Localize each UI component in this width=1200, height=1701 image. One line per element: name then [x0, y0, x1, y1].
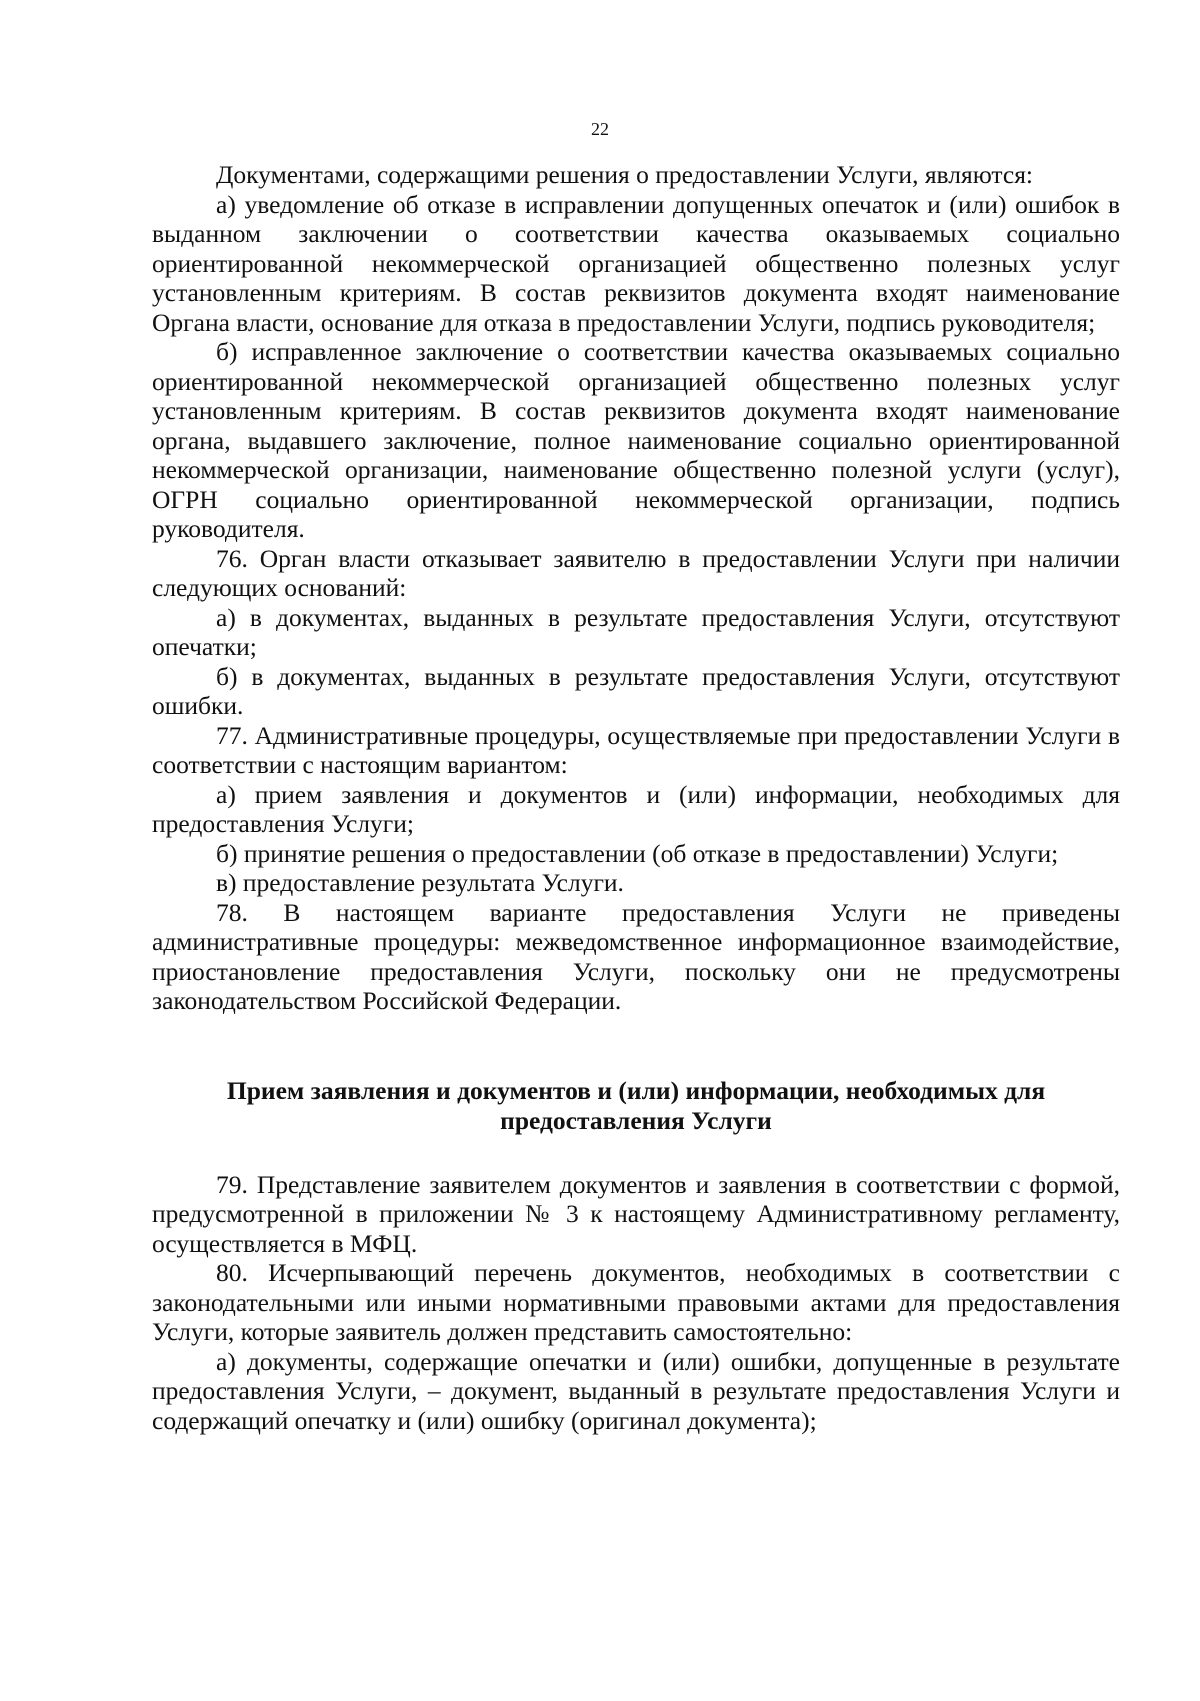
paragraph-77-item-a: а) прием заявления и документов и (или) информации, необходимых для предоставления Услуги;	[152, 779, 1120, 838]
paragraph-76: 76. Орган власти отказывает заявителю в предоставлении Услуги при наличии следующих оснований:	[152, 543, 1120, 602]
paragraph-80: 80. Исчерпывающий перечень документов, необходимых в соответствии с законодательными или иными нормативными правовыми актами для предоставления Услуги, которые заявитель должен представить самостоятельно:	[152, 1258, 1120, 1346]
paragraph-77-item-c: в) предоставление результата Услуги.	[216, 868, 624, 897]
paragraph-item-a-refusal-notice: а) уведомление об отказе в исправлении допущенных опечаток и (или) ошибок в выданном заключении о соответствии качества оказываемых социально ориентированной некоммерческой организацией общественно полезных услуг установленным критериям. В состав реквизитов документа входят наименование Органа власти, основание для отказа в предоставлении Услуги, подпись руководителя;	[152, 189, 1120, 337]
paragraph-77-item-b: б) принятие решения о предоставлении (об отказе в предоставлении) Услуги;	[216, 838, 1059, 868]
paragraph-80-item-a: а) документы, содержащие опечатки и (или) ошибки, допущенные в результате предоставления Услуги, – документ, выданный в результате предоставления Услуги и содержащий опечатку и (или) ошибку (оригинал документа);	[152, 1346, 1120, 1435]
paragraph-76-item-b: б) в документах, выданных в результате предоставления Услуги, отсутствуют ошибки.	[152, 661, 1120, 720]
paragraph-decisions-intro: Документами, содержащими решения о предоставлении Услуги, являются:	[216, 160, 1034, 189]
spacer	[152, 1016, 1120, 1076]
paragraph-78: 78. В настоящем варианте предоставления Услуги не приведены административные процедуры: межведомственное информационное взаимодействие, приостановление предоставления Услуги, поскольку они не предусмотрены законодательством Российской Федерации.	[152, 897, 1120, 1015]
paragraph-79: 79. Представление заявителем документов и заявления в соответствии с формой, предусмотренной в приложении № 3 к настоящему Административному регламенту, осуществляется в МФЦ.	[152, 1169, 1120, 1258]
section-heading: Прием заявления и документов и (или) информации, необходимых для предоставления Услуги	[226, 1075, 1046, 1135]
document-body	[152, 160, 1120, 1435]
spacer	[152, 1136, 1120, 1170]
paragraph-77: 77. Административные процедуры, осуществляемые при предоставлении Услуги в соответствии с настоящим вариантом:	[152, 720, 1120, 779]
paragraph-item-b-corrected-conclusion: б) исправленное заключение о соответствии качества оказываемых социально ориентированной некоммерческой организацией общественно полезных услуг установленным критериям. В состав реквизитов документа входят наименование органа, выдавшего заключение, полное наименование социально ориентированной некоммерческой организации, наименование общественно полезной услуги (услуг), ОГРН социально ориентированной некоммерческой организации, подпись руководителя.	[152, 337, 1120, 543]
paragraph-76-item-a: а) в документах, выданных в результате предоставления Услуги, отсутствуют опечатки;	[152, 602, 1120, 661]
page-number: 22	[591, 119, 609, 139]
